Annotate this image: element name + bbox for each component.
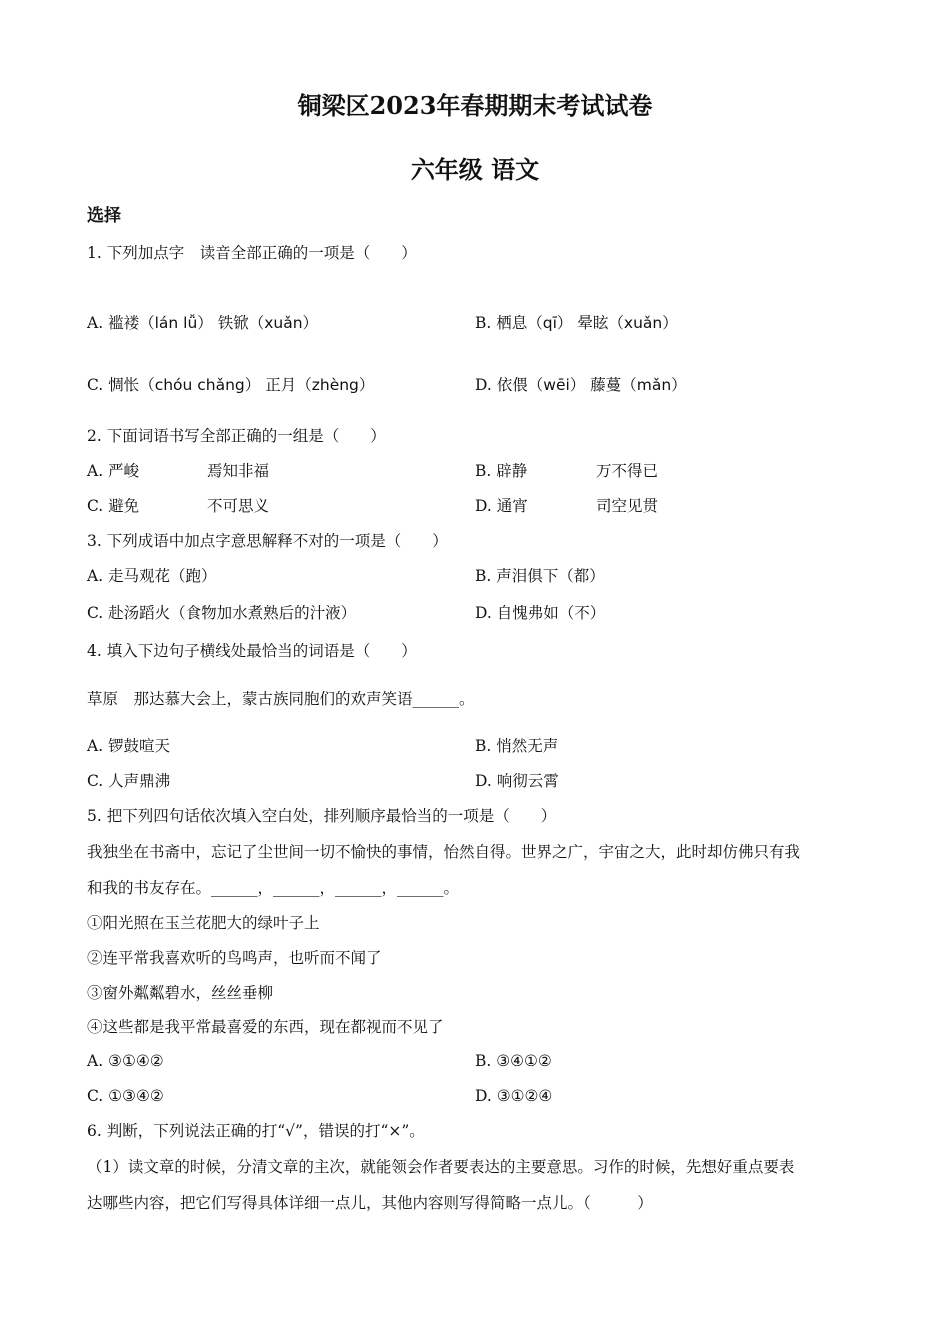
q4-option-a: A. 锣鼓喧天 xyxy=(87,737,171,755)
q1-option-b xyxy=(475,313,678,333)
q1-d-word2: 藤蔓 xyxy=(590,376,622,394)
q2-option-a-word: 焉知非福 xyxy=(207,462,270,480)
q1-d-pinyin1: （wēi） xyxy=(527,376,586,394)
q1-d-pinyin2: （mǎn） xyxy=(621,376,687,394)
q5-sentence-4: ④这些都是我平常最喜爱的东西，现在都视而不见了 xyxy=(87,1018,444,1036)
q4-option-c: C. 人声鼎沸 xyxy=(87,772,171,790)
q5-option-b: B. ③④①② xyxy=(475,1052,552,1070)
q1-option-d xyxy=(475,375,687,395)
q4-sentence: 草原 那达慕大会上，蒙古族同胞们的欢声笑语______。 xyxy=(87,690,475,708)
q1-a-pinyin2: （xuǎn） xyxy=(248,314,319,332)
q1-b-word1: 栖息 xyxy=(496,314,528,332)
q5-option-d: D. ③①②④ xyxy=(475,1087,553,1105)
q2-option-d-word: 司空见贯 xyxy=(596,497,659,515)
q1-option-c xyxy=(87,375,374,395)
q3-option-c: C. 赴汤蹈火（食物加水煮熟后的汁液） xyxy=(87,604,357,622)
q1-a-pinyin1: （lán lǚ） xyxy=(139,314,213,332)
q5-sentence-2: ②连平常我喜欢听的鸟鸣声，也听而不闻了 xyxy=(87,949,382,967)
q1-a-word1: 褴褛 xyxy=(108,314,140,332)
q5-stem: 5. 把下列四句话依次填入空白处，排列顺序最恰当的一项是（ ） xyxy=(87,807,557,825)
q5-passage-line2: 和我的书友存在。______，______，______，______。 xyxy=(87,879,460,897)
exam-title: 铜梁区2023年春期期末考试试卷 xyxy=(297,91,653,120)
q2-option-c-word: 不可思义 xyxy=(207,497,270,515)
q1-c-word1: 惆怅 xyxy=(108,376,140,394)
section-heading: 选择 xyxy=(87,206,121,226)
q2-option-d: D. 通宵 xyxy=(475,497,528,515)
q3-option-a: A. 走马观花（跑） xyxy=(87,567,217,585)
q5-option-c: C. ①③④② xyxy=(87,1087,164,1105)
q2-option-b: B. 辟静 xyxy=(475,462,528,480)
q3-option-d: D. 自愧弗如（不） xyxy=(475,604,606,622)
q1-option-a xyxy=(87,313,318,333)
q1-stem: 1. 下列加点字 读音全部正确的一项是（ ） xyxy=(87,244,417,262)
q4-option-b: B. 悄然无声 xyxy=(475,737,559,755)
q5-passage-line1: 我独坐在书斋中，忘记了尘世间一切不愉快的事情，怡然自得。世界之广，宇宙之大，此时却仿佛只有我 xyxy=(87,843,801,861)
exam-subtitle: 六年级 语文 xyxy=(410,155,540,184)
q1-b-pinyin1: （qī） xyxy=(527,314,573,332)
q6-stem: 6. 判断，下列说法正确的打“√”，错误的打“×”。 xyxy=(87,1122,425,1140)
q5-option-a: A. ③①④② xyxy=(87,1052,164,1070)
q1-c-pinyin2: （zhèng） xyxy=(296,376,375,394)
q5-sentence-1: ①阳光照在玉兰花肥大的绿叶子上 xyxy=(87,914,320,932)
q3-stem: 3. 下列成语中加点字意思解释不对的一项是（ ） xyxy=(87,532,448,550)
q2-option-b-word: 万不得已 xyxy=(596,462,659,480)
q2-stem: 2. 下面词语书写全部正确的一组是（ ） xyxy=(87,427,386,445)
q6-item1-line1: （1）读文章的时候，分清文章的主次，就能领会作者要表达的主要意思。习作的时候，先想好重点要表 xyxy=(87,1158,795,1176)
q1-a-word2: 铁锨 xyxy=(217,314,249,332)
q1-b-label: B. xyxy=(475,314,492,332)
q1-b-pinyin2: （xuǎn） xyxy=(608,314,678,332)
q1-d-word1: 依偎 xyxy=(496,376,528,394)
q1-c-pinyin1: （chóu chǎng） xyxy=(139,376,261,394)
q1-b-word2: 晕眩 xyxy=(577,314,609,332)
q3-option-b: B. 声泪俱下（都） xyxy=(475,567,605,585)
q1-d-label: D. xyxy=(475,376,492,394)
q5-sentence-3: ③窗外粼粼碧水，丝丝垂柳 xyxy=(87,984,274,1002)
q2-option-a: A. 严峻 xyxy=(87,462,140,480)
q2-option-c: C. 避免 xyxy=(87,497,140,515)
q4-option-d: D. 响彻云霄 xyxy=(475,772,559,790)
q6-item1-line2: 达哪些内容，把它们写得具体详细一点儿，其他内容则写得简略一点儿。（ ） xyxy=(87,1194,653,1212)
q1-c-word2: 正月 xyxy=(265,376,297,394)
q4-stem: 4. 填入下边句子横线处最恰当的词语是（ ） xyxy=(87,642,417,660)
q1-c-label: C. xyxy=(87,376,104,394)
q1-a-label: A. xyxy=(87,314,104,332)
